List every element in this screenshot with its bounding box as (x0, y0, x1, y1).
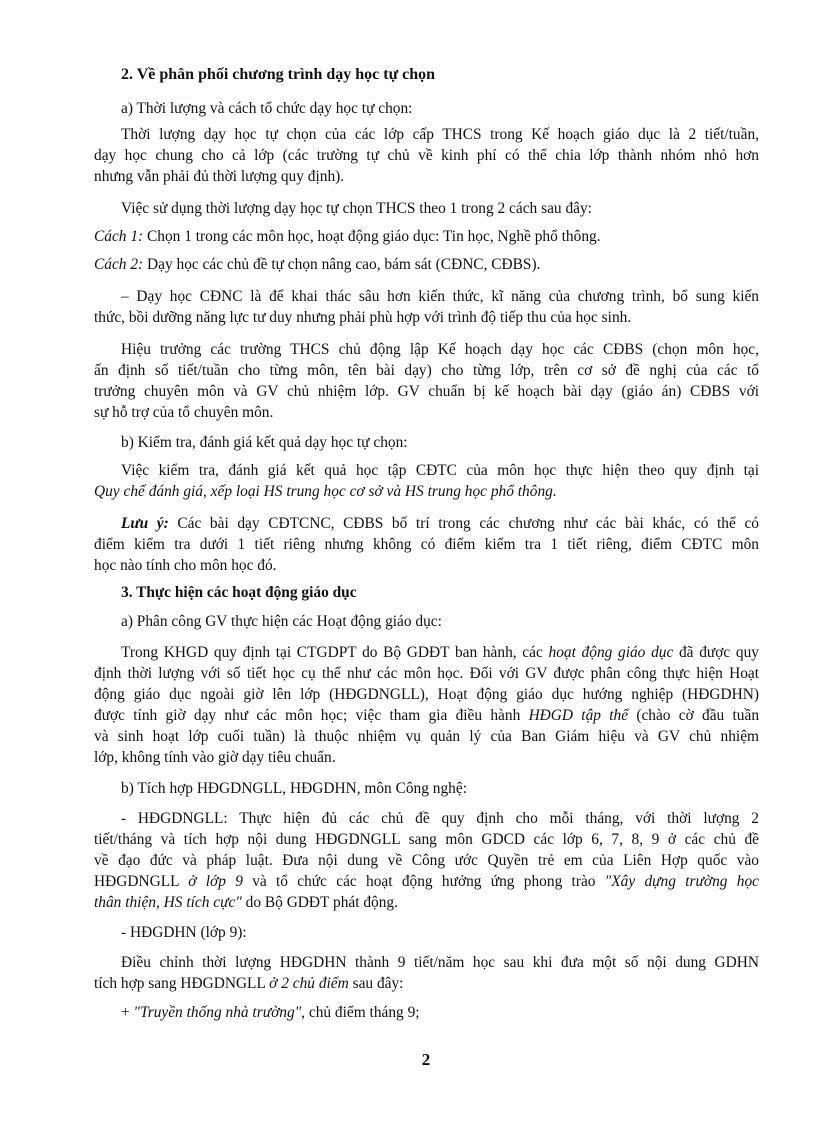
text-run: tích hợp sang HĐGDNGLL (94, 975, 270, 992)
paragraph-line: và sinh hoạt lớp cuối tuần) là thuộc nhiệm vụ quản lý của Ban Giám hiệu và GV chủ nhiệm (94, 728, 759, 745)
text-run: Trong KHGD quy định tại CTGDPT do Bộ GDĐT ban hành, các (121, 644, 549, 661)
paragraph-line: Thời lượng dạy học tự chọn của các lớp cấp THCS trong Kế hoạch giáo dục là 2 tiết/tuần, (121, 126, 759, 143)
paragraph-line: - HĐGDHN (lớp 9): (121, 924, 247, 941)
paragraph-line: ấn định số tiết/tuần cho từng môn, tên bài dạy) cho từng lớp, trên cơ sở đề nghị của các tổ (94, 362, 759, 379)
paragraph-line: tiết/tháng và tích hợp nội dung HĐGDNGLL sang môn GDCD các lớp 6, 7, 8, 9 ở các chủ đề (94, 831, 759, 848)
text-run: và tổ chức các hoạt động hưởng ứng phong trào (242, 873, 605, 890)
paragraph-line: nhưng vẫn phải đủ thời lượng quy định). (94, 168, 345, 185)
paragraph-line: điểm kiểm tra dưới 1 tiết riêng nhưng không có điểm kiểm tra 1 tiết riêng, điểm CĐTC môn (94, 536, 759, 553)
paragraph-line (94, 705, 759, 726)
option-2-line (94, 254, 540, 275)
paragraph-line: Việc sử dụng thời lượng dạy học tự chọn THCS theo 1 trong 2 cách sau đây: (121, 200, 592, 217)
paragraph-line: định thời lượng với số tiết học cụ thể như các môn học. Đối với GV được phân công thực hiện Hoạt (94, 665, 759, 682)
section-2a-title: a) Thời lượng và cách tổ chức dạy học tự chọn: (121, 100, 413, 117)
section-3-heading: 3. Thực hiện các hoạt động giáo dục (121, 584, 357, 601)
paragraph-line (94, 973, 403, 994)
paragraph-line: Việc kiểm tra, đánh giá kết quả học tập CĐTC của môn học thực hiện theo quy định tại (121, 462, 759, 479)
option-1-text: Chọn 1 trong các môn học, hoạt động giáo dục: Tin học, Nghề phổ thông. (143, 228, 601, 245)
section-3b-title: b) Tích hợp HĐGDNGLL, HĐGDHN, môn Công nghệ: (121, 780, 467, 797)
list-item (121, 1002, 420, 1023)
paragraph-line (94, 892, 398, 913)
paragraph-line: học nào tính cho môn học đó. (94, 557, 277, 574)
option-1-label: Cách 1: (94, 228, 144, 245)
page-number: 2 (421, 1050, 431, 1069)
text-run: do Bộ GDĐT phát động. (241, 894, 398, 911)
text-run: , chủ điểm tháng 9; (301, 1004, 420, 1021)
section-3a-title: a) Phân công GV thực hiện các Hoạt động giáo dục: (121, 613, 442, 630)
text-run: + (121, 1004, 134, 1021)
option-2-text: Dạy học các chủ đề tự chọn nâng cao, bám sát (CĐNC, CĐBS). (143, 256, 541, 273)
regulation-title: Quy chế đánh giá, xếp loại HS trung học cơ sở và HS trung học phổ thông. (94, 483, 557, 500)
emphasis-text: ở 2 chủ điểm (269, 975, 349, 992)
option-1-line (94, 226, 601, 247)
emphasis-text: ở lớp 9 (188, 873, 243, 890)
section-2-heading: 2. Về phân phối chương trình dạy học tự chọn (121, 66, 436, 83)
section-2b-title: b) Kiểm tra, đánh giá kết quả dạy học tự chọn: (121, 434, 408, 451)
text-run: đã được quy (673, 644, 759, 661)
emphasis-text: HĐGD tập thể (528, 707, 629, 724)
emphasis-text: "Xây dựng trường học (604, 873, 759, 890)
paragraph-line: Hiệu trưởng các trường THCS chủ động lập Kế hoạch dạy học các CĐBS (chọn môn học, (121, 341, 759, 358)
emphasis-text: hoạt động giáo dục (548, 644, 674, 661)
text-run: được tính giờ dạy như các môn học; việc tham gia điều hành (94, 707, 529, 724)
paragraph-line: sự hỗ trợ của tổ chuyên môn. (94, 404, 274, 421)
option-2-label: Cách 2: (94, 256, 144, 273)
paragraph-line (121, 642, 759, 663)
paragraph-line: Điều chỉnh thời lượng HĐGDHN thành 9 tiết/năm học sau khi đưa một số nội dung GDHN (121, 954, 759, 971)
text-run: (chào cờ đầu tuần (628, 707, 760, 724)
paragraph-line: – Dạy học CĐNC là để khai thác sâu hơn kiến thức, kĩ năng của chương trình, bổ sung kiến (121, 288, 759, 305)
paragraph-line: trưởng chuyên môn và GV chủ nhiệm lớp. GV chuẩn bị kế hoạch bài dạy (giáo án) CĐBS với (94, 383, 759, 400)
emphasis-text: "Truyền thống nhà trường" (133, 1004, 302, 1021)
text-run: sau đây: (348, 975, 404, 992)
paragraph-line: - HĐGDNGLL: Thực hiện đủ các chủ đề quy định cho mỗi tháng, với thời lượng 2 (121, 810, 759, 827)
paragraph-line: dạy học chung cho cả lớp (các trường tự chủ về kinh phí có thể chia lớp thành nhóm nhỏ hơn (94, 147, 759, 164)
text-run: HĐGDNGLL (94, 873, 189, 890)
note-line (121, 513, 759, 534)
note-text: Các bài dạy CĐTCNC, CĐBS bố trí trong các chương như các bài khác, có thể có (168, 515, 759, 532)
note-label: Lưu ý: (121, 515, 169, 532)
paragraph-line: lớp, không tính vào giờ dạy tiêu chuẩn. (94, 749, 336, 766)
paragraph-line (94, 871, 759, 892)
paragraph-line: thức, bồi dưỡng năng lực tư duy nhưng phải phù hợp với trình độ tiếp thu của học sinh. (94, 309, 632, 326)
paragraph-line: về đạo đức và pháp luật. Đưa nội dung về Công ước Quyền trẻ em của Liên Hợp quốc vào (94, 852, 759, 869)
paragraph-line: động giáo dục ngoài giờ lên lớp (HĐGDNGLL), Hoạt động giáo dục hướng nghiệp (HĐGDHN) (94, 686, 759, 703)
emphasis-text: thân thiện, HS tích cực" (94, 894, 242, 911)
